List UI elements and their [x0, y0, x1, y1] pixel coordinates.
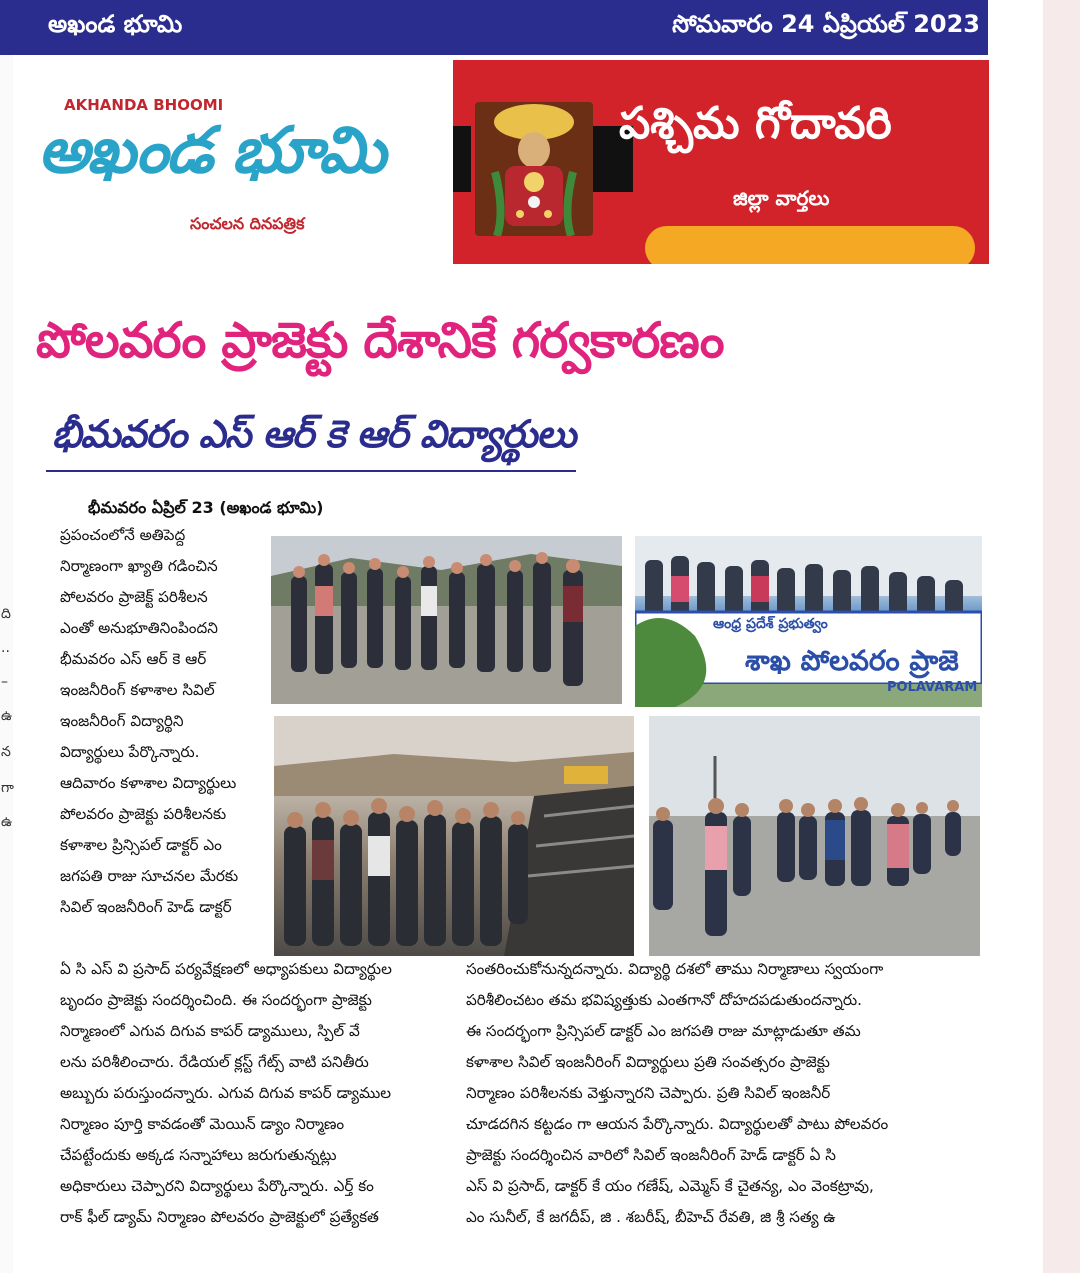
- article-text-line: నిర్మాణంగా ఖ్యాతి గడించిన: [60, 557, 218, 575]
- sign-text-govt: ఆంధ్ర ప్రదేశ్ ప్రభుత్వం: [713, 616, 828, 632]
- district-banner: [453, 60, 989, 264]
- article-text-line: ఏ సి ఎస్ వి ప్రసాద్ పర్యవేక్షణలో అధ్యాపకులు విద్యార్థుల: [60, 960, 392, 978]
- article-text-line: సివిల్ ఇంజనీరింగ్ హెడ్ డాక్టర్: [60, 898, 232, 916]
- deity-image: [475, 102, 593, 236]
- left-margin-strip: [0, 55, 13, 1273]
- article-text-line: చేపట్టేందుకు అక్కడ సన్నాహాలు జరుగుతున్నట్లు: [60, 1146, 337, 1164]
- article-text-line: కళాశాల సివిల్ ఇంజనీరింగ్ విద్యార్థులు ప్రతి సంవత్సరం ప్రాజెక్టు: [466, 1053, 830, 1071]
- article-text-line: జగపతి రాజు సూచనల మేరకు: [60, 867, 239, 885]
- right-column: [466, 960, 978, 1250]
- article-text-line: నిర్మాణంలో ఎగువ దిగువ కాపర్ డ్యాములు, స్పిల్ వే: [60, 1022, 360, 1040]
- article-text-line: ఎం సునీల్, కే జగదీప్, జి . శబరీష్, బీహెచ్ రేవతి, జి శ్రీ సత్య ఉ: [466, 1208, 836, 1226]
- sign-text-polavaram: శాఖ పోలవరం ప్రాజె: [745, 644, 959, 677]
- article-text-line: పరిశీలించటం తమ భవిష్యత్తుకు ఎంతగానో దోహదపడుతుందన్నారు.: [466, 991, 863, 1009]
- left-edge-glyph: ది: [1, 606, 11, 622]
- article-text-line: అధికారులు చెప్పారని విద్యార్థులు పేర్కొన్నారు. ఎర్త్ కం: [60, 1177, 374, 1195]
- article-text-line: ప్రపంచంలోనే అతిపెద్ద: [60, 526, 186, 544]
- banner-subtitle: జిల్లా వార్తలు: [733, 186, 830, 210]
- paper-name: అఖండ భూమి: [48, 10, 183, 38]
- left-edge-glyph: ఉ: [1, 814, 13, 830]
- article-text-line: లను పరిశీలించారు. రేడియల్ క్లస్ట్ గేట్స్ వాటి పనితీరు: [60, 1053, 369, 1071]
- article-text-line: ఇంజనీరింగ్ విద్యార్థిని: [60, 712, 184, 730]
- photo-students-walking: [649, 716, 980, 956]
- article-text-line: చూడదగిన కట్టడం గా ఆయన పేర్కొన్నారు. విద్యార్థులతో పాటు పోలవరం: [466, 1115, 889, 1133]
- article-subheadline: భీమవరం ఎస్ ఆర్ కె ఆర్ విద్యార్థులు: [52, 412, 576, 456]
- banner-title: పశ్చిమ గోదావరి: [619, 98, 892, 149]
- article-text-line: పోలవరం ప్రాజెక్ట్ పరిశీలన: [60, 588, 208, 606]
- article-dateline: భీమవరం ఏప్రిల్ 23 (అఖండ భూమి): [88, 498, 324, 517]
- article-text-line: ఆదివారం కళాశాల విద్యార్థులు: [60, 774, 237, 792]
- wide-column: [60, 960, 450, 1250]
- article-text-line: ఎంతో అనుభూతినింపిందని: [60, 619, 218, 637]
- article-text-line: ఎస్ వి ప్రసాద్, డాక్టర్ కే యం గణేష్, ఎమ్మెస్ కే చైతన్య, ఎం వెంకట్రావు,: [466, 1177, 874, 1195]
- date-header-bar: [0, 0, 988, 55]
- photo-students-sign: [635, 536, 982, 707]
- sign-text-english: POLAVARAM: [887, 680, 978, 695]
- photo-students-road: [271, 536, 622, 704]
- left-edge-glyph: ఉ: [1, 708, 13, 724]
- logo-tagline: సంచలన దినపత్రిక: [190, 214, 305, 233]
- left-edge-glyph: న: [1, 744, 11, 760]
- article-text-line: ఈ సందర్భంగా ప్రిన్సిపల్ డాక్టర్ ఎం జగపతి రాజు మాట్లాడుతూ తమ: [466, 1022, 861, 1040]
- article-text-line: అబ్బురు పరుస్తుందన్నారు. ఎగువ దిగువ కాపర్ డ్యాముల: [60, 1084, 392, 1102]
- left-edge-glyph: ..: [1, 640, 10, 656]
- article-text-line: నిర్మాణం పూర్తి కావడంతో మెయిన్ డ్యాం నిర్మాణం: [60, 1115, 345, 1133]
- article-text-line: రాక్ ఫీల్ డ్యామ్ నిర్మాణం పోలవరం ప్రాజెక్టులో ప్రత్యేకత: [60, 1208, 379, 1226]
- narrow-column: [60, 526, 258, 936]
- article-text-line: నిర్మాణం పరిశీలనకు వెళ్తున్నారని చెప్పారు. ప్రతి సివిల్ ఇంజనీర్: [466, 1084, 831, 1102]
- article-text-line: ఇంజనీరింగ్ కళాశాల సివిల్: [60, 681, 215, 699]
- left-edge-glyph: గా: [1, 780, 14, 796]
- photo-students-spillway: [274, 716, 634, 956]
- article-text-line: భీమవరం ఎస్ ఆర్ కె ఆర్: [60, 650, 207, 668]
- article-text-line: బృందం ప్రాజెక్టు సందర్శించింది. ఈ సందర్భంగా ప్రాజెక్టు: [60, 991, 372, 1009]
- right-margin-strip: [1043, 0, 1080, 1273]
- logo-telugu-name: అఖండ భూమి: [38, 114, 385, 188]
- banner-pill: [645, 226, 975, 264]
- article-text-line: పోలవరం ప్రాజెక్టు పరిశీలనకు: [60, 805, 227, 823]
- issue-date: సోమవారం 24 ఏప్రియల్ 2023: [672, 10, 980, 38]
- subheadline-underline: [46, 470, 576, 472]
- logo-english-name: AKHANDA BHOOMI: [64, 96, 224, 114]
- left-edge-glyph: –: [1, 674, 8, 690]
- article-text-line: కళాశాల ప్రిన్సిపల్ డాక్టర్ ఎం: [60, 836, 222, 854]
- article-text-line: విద్యార్థులు పేర్కొన్నారు.: [60, 743, 200, 761]
- article-text-line: ప్రాజెక్టు సందర్శించిన వారిలో సివిల్ ఇంజనీరింగ్ హెడ్ డాక్టర్ ఏ సి: [466, 1146, 836, 1164]
- article-headline: పోలవరం ప్రాజెక్టు దేశానికే గర్వకారణం: [36, 312, 724, 369]
- article-text-line: సంతరించుకోనున్నదన్నారు. విద్యార్థి దశలో తాము నిర్మాణాలు స్వయంగా: [466, 960, 884, 978]
